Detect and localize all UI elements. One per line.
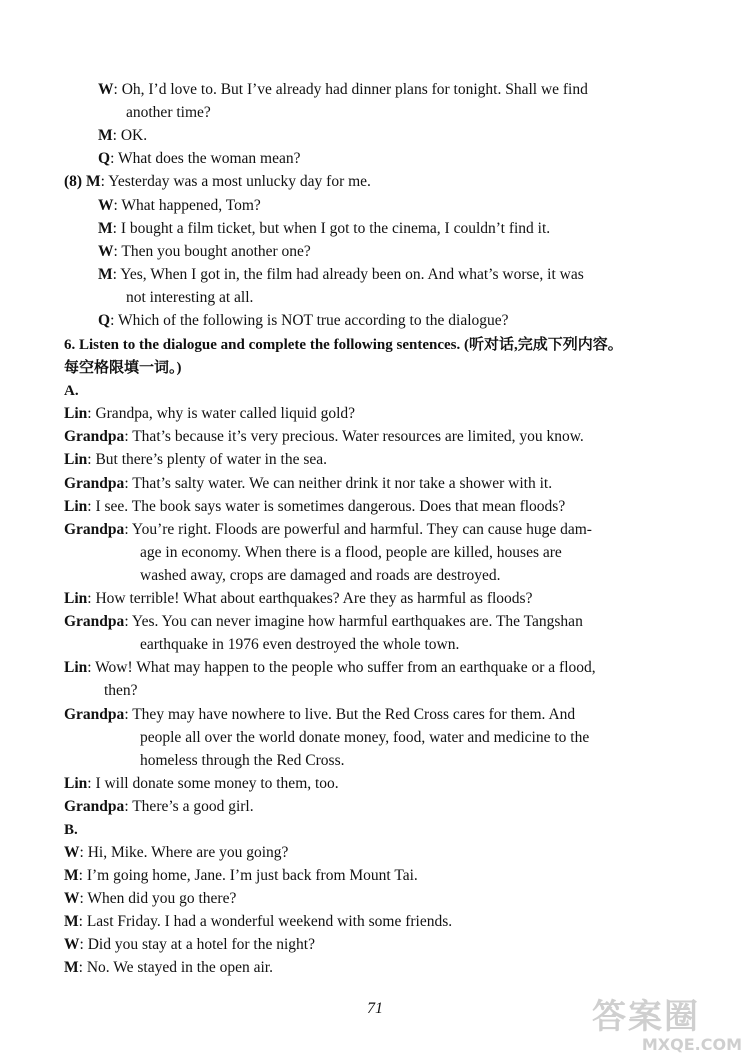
speaker-label: W: [98, 197, 114, 214]
line-text: earthquake in 1976 even destroyed the whole town.: [140, 636, 460, 653]
page-number: 71: [367, 1000, 383, 1017]
speaker-separator: :: [124, 521, 132, 538]
speaker-separator: :: [113, 81, 122, 98]
text-line: [64, 520, 592, 540]
text-line: [64, 889, 236, 909]
speaker-label: W: [64, 844, 80, 861]
line-text: I bought a film ticket, but when I got to the cinema, I couldn’t find it.: [120, 220, 551, 237]
speaker-separator: :: [124, 428, 133, 445]
line-text: age in economy. When there is a flood, people are killed, houses are: [140, 544, 562, 561]
text-line: [64, 335, 623, 355]
line-text: Did you stay at a hotel for the night?: [87, 936, 315, 953]
speaker-label: M: [98, 220, 113, 237]
text-line: [64, 912, 452, 932]
text-line: [98, 242, 311, 262]
speaker-separator: :: [112, 127, 121, 144]
speaker-label: W: [98, 81, 114, 98]
text-line: [98, 265, 584, 285]
speaker-label: W: [64, 936, 80, 953]
speaker-separator: :: [78, 867, 87, 884]
line-text: What happened, Tom?: [121, 197, 261, 214]
text-line: [64, 404, 355, 424]
line-text: washed away, crops are damaged and roads are destroyed.: [140, 567, 501, 584]
speaker-label: Q: [98, 150, 111, 167]
speaker-separator: :: [87, 405, 96, 422]
line-text: Grandpa, why is water called liquid gold?: [95, 405, 356, 422]
speaker-separator: :: [110, 312, 118, 329]
speaker-label: Q: [98, 312, 111, 329]
speaker-label: W: [64, 890, 80, 907]
speaker-label: Lin: [64, 659, 88, 676]
speaker-separator: :: [87, 498, 96, 515]
text-line: [140, 566, 501, 586]
line-text: How terrible! What about earthquakes? Are they as harmful as floods?: [95, 590, 533, 607]
text-line: [64, 358, 182, 378]
speaker-label: Lin: [64, 451, 88, 468]
line-text: OK.: [120, 127, 148, 144]
speaker-separator: :: [113, 243, 122, 260]
text-line: [140, 751, 345, 771]
speaker-label: Grandpa: [64, 798, 125, 815]
line-text: Oh, I’d love to. But I’ve already had dinner plans for tonight. Shall we find: [121, 81, 588, 98]
line-text: people all over the world donate money, food, water and medicine to the: [140, 729, 590, 746]
speaker-separator: :: [110, 150, 118, 167]
line-text: A.: [64, 383, 79, 399]
line-text: No. We stayed in the open air.: [86, 959, 273, 976]
line-text: What does the woman mean?: [117, 150, 301, 167]
line-text: I will donate some money to them, too.: [95, 775, 339, 792]
line-text: Yes, When I got in, the film had already been on. And what’s worse, it was: [120, 266, 584, 283]
speaker-label: M: [64, 959, 79, 976]
line-text: Yesterday was a most unlucky day for me.: [108, 173, 371, 190]
text-line: [64, 797, 254, 817]
text-line: [64, 589, 532, 609]
watermark-url: MXQE.COM: [641, 1035, 742, 1054]
speaker-separator: :: [87, 775, 96, 792]
text-line: [104, 681, 138, 701]
speaker-separator: :: [87, 659, 96, 676]
speaker-separator: :: [78, 913, 87, 930]
text-line: [64, 658, 596, 678]
speaker-separator: :: [112, 266, 121, 283]
speaker-separator: :: [124, 798, 133, 815]
line-text: There’s a good girl.: [132, 798, 254, 815]
line-text: But there’s plenty of water in the sea.: [95, 451, 328, 468]
line-text: I see. The book says water is sometimes dangerous. Does that mean floods?: [95, 498, 566, 515]
text-line: [98, 219, 550, 239]
line-text: Then you bought another one?: [121, 243, 311, 260]
speaker-label: Grandpa: [64, 706, 125, 723]
speaker-label: M: [98, 266, 113, 283]
line-text: That’s salty water. We can neither drink it nor take a shower with it.: [132, 475, 553, 492]
text-line: [64, 381, 79, 401]
speaker-separator: :: [124, 706, 133, 723]
speaker-label: M: [64, 867, 79, 884]
text-line: [140, 728, 589, 748]
line-text: They may have nowhere to live. But the Red Cross cares for them. And: [132, 706, 576, 723]
speaker-label: Grandpa: [64, 475, 125, 492]
speaker-label: W: [98, 243, 114, 260]
line-text: then?: [104, 682, 138, 699]
text-line: [98, 196, 261, 216]
text-line: [140, 635, 459, 655]
speaker-label: Grandpa: [64, 428, 125, 445]
line-text: 6. Listen to the dialogue and complete the following sentences. (听对话,完成下列内容。: [64, 337, 623, 353]
speaker-separator: :: [124, 475, 133, 492]
speaker-label: Lin: [64, 590, 88, 607]
text-line: [64, 935, 315, 955]
line-text: That’s because it’s very precious. Water resources are limited, you know.: [132, 428, 584, 445]
text-line: [98, 311, 509, 331]
speaker-separator: :: [124, 613, 132, 630]
watermark-title: 答案圈: [592, 997, 700, 1037]
line-text: Last Friday. I had a wonderful weekend with some friends.: [86, 913, 453, 930]
text-line: [126, 103, 211, 123]
watermark-logo: [592, 998, 742, 1060]
text-line: [98, 149, 300, 169]
text-line: [64, 843, 288, 863]
speaker-separator: :: [78, 959, 87, 976]
line-text: Which of the following is NOT true according to the dialogue?: [117, 312, 509, 329]
text-line: [64, 705, 575, 725]
speaker-separator: :: [112, 220, 121, 237]
text-line: [98, 126, 147, 146]
speaker-label: M: [64, 913, 79, 930]
text-line: [64, 774, 339, 794]
line-text: not interesting at all.: [126, 289, 254, 306]
speaker-label: Lin: [64, 775, 88, 792]
line-text: another time?: [126, 104, 211, 121]
speaker-separator: :: [79, 844, 88, 861]
text-line: [64, 474, 552, 494]
text-line: [64, 427, 584, 447]
speaker-label: Grandpa: [64, 613, 125, 630]
line-text: homeless through the Red Cross.: [140, 752, 345, 769]
text-line: [64, 172, 371, 192]
speaker-label: Lin: [64, 498, 88, 515]
speaker-separator: :: [79, 936, 88, 953]
text-line: [64, 866, 418, 886]
line-text: You’re right. Floods are powerful and harmful. They can cause huge dam-: [131, 521, 592, 538]
text-line: [64, 820, 78, 840]
line-text: When did you go there?: [87, 890, 237, 907]
speaker-label: M: [98, 127, 113, 144]
line-text: 每空格限填一词。): [64, 360, 182, 376]
speaker-separator: :: [113, 197, 122, 214]
speaker-separator: :: [87, 451, 96, 468]
text-line: [140, 543, 562, 563]
text-line: [98, 80, 588, 100]
line-text: B.: [64, 822, 78, 838]
line-text: I’m going home, Jane. I’m just back from Mount Tai.: [86, 867, 418, 884]
text-line: [64, 497, 565, 517]
speaker-label: Lin: [64, 405, 88, 422]
text-line: [64, 612, 583, 632]
speaker-label: (8) M: [64, 173, 101, 190]
speaker-separator: :: [100, 173, 109, 190]
speaker-separator: :: [79, 890, 88, 907]
line-text: Wow! What may happen to the people who suffer from an earthquake or a flood,: [95, 659, 596, 676]
speaker-separator: :: [87, 590, 96, 607]
text-line: [64, 958, 273, 978]
text-line: [64, 450, 327, 470]
line-text: Hi, Mike. Where are you going?: [87, 844, 289, 861]
speaker-label: Grandpa: [64, 521, 125, 538]
text-line: [126, 288, 253, 308]
line-text: Yes. You can never imagine how harmful earthquakes are. The Tangshan: [131, 613, 583, 630]
